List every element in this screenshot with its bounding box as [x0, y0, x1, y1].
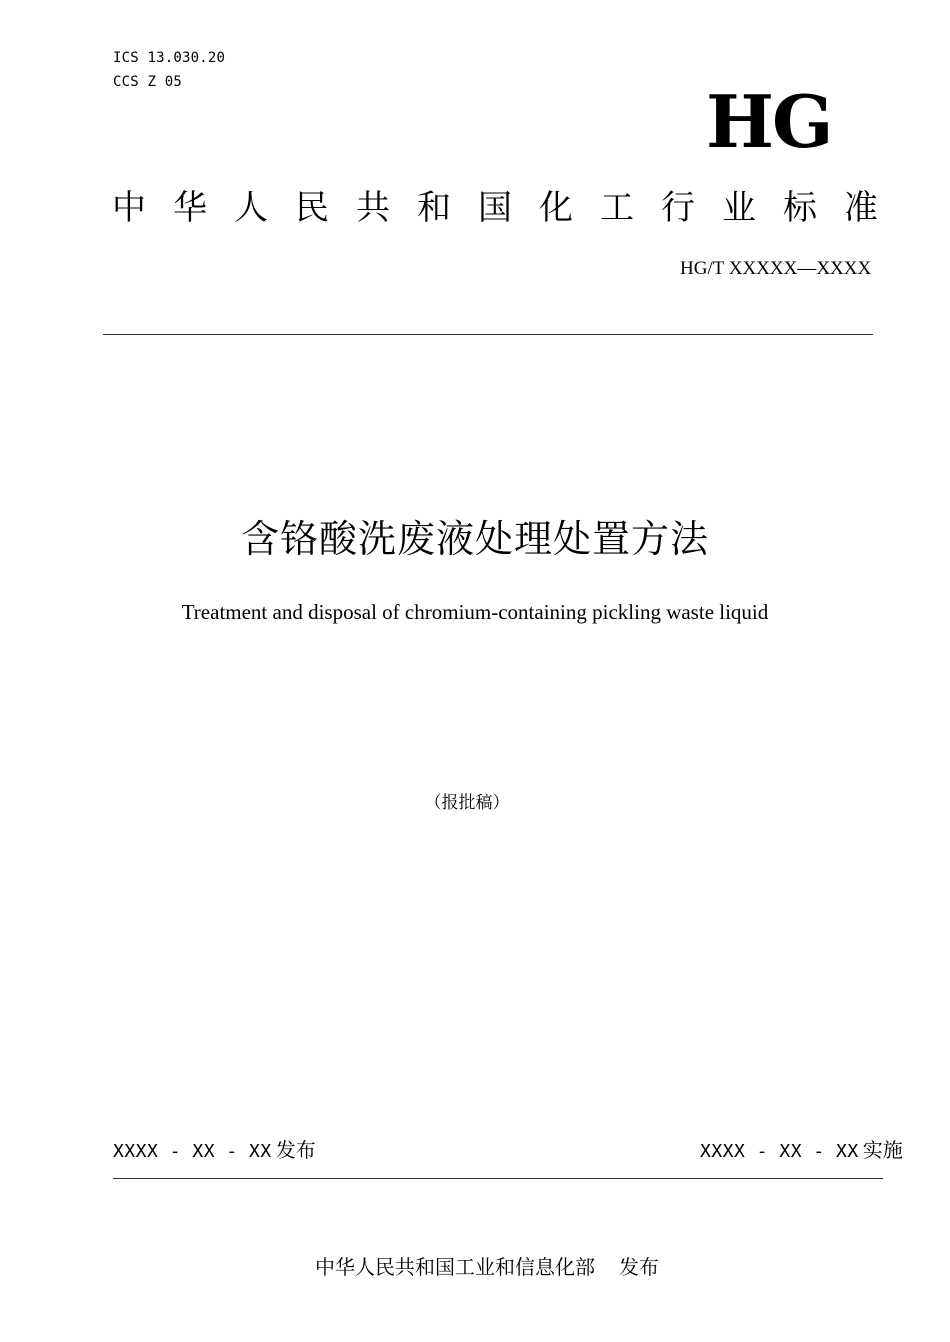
header-divider — [103, 334, 873, 335]
document-title-chinese: 含铬酸洗废液处理处置方法 — [240, 517, 709, 561]
draft-status: （报批稿） — [424, 793, 510, 813]
issue-label: 发布 — [275, 1138, 316, 1162]
standard-number: HG/T XXXXX—XXXX — [680, 258, 872, 279]
issue-date: XXXX - XX - XX — [113, 1141, 272, 1162]
document-title-english: Treatment and disposal of chromium-containing pickling waste liquid — [181, 600, 769, 624]
hg-logo: HG — [706, 79, 832, 164]
implementation-label: 实施 — [862, 1138, 903, 1162]
issue-date-line — [113, 1136, 316, 1166]
publisher-line — [0, 1253, 950, 1281]
publisher-name: 中华人民共和国工业和信息化部 — [315, 1255, 595, 1279]
ccs-code: CCS Z 05 — [113, 74, 183, 90]
implementation-date: XXXX - XX - XX — [700, 1141, 859, 1162]
ics-code: ICS 13.030.20 — [113, 50, 226, 66]
standard-category-title: 中华人民共和国化工行业标准 — [112, 188, 905, 228]
footer-divider — [113, 1178, 883, 1179]
implementation-date-line — [700, 1136, 903, 1166]
publish-label: 发布 — [619, 1255, 659, 1279]
